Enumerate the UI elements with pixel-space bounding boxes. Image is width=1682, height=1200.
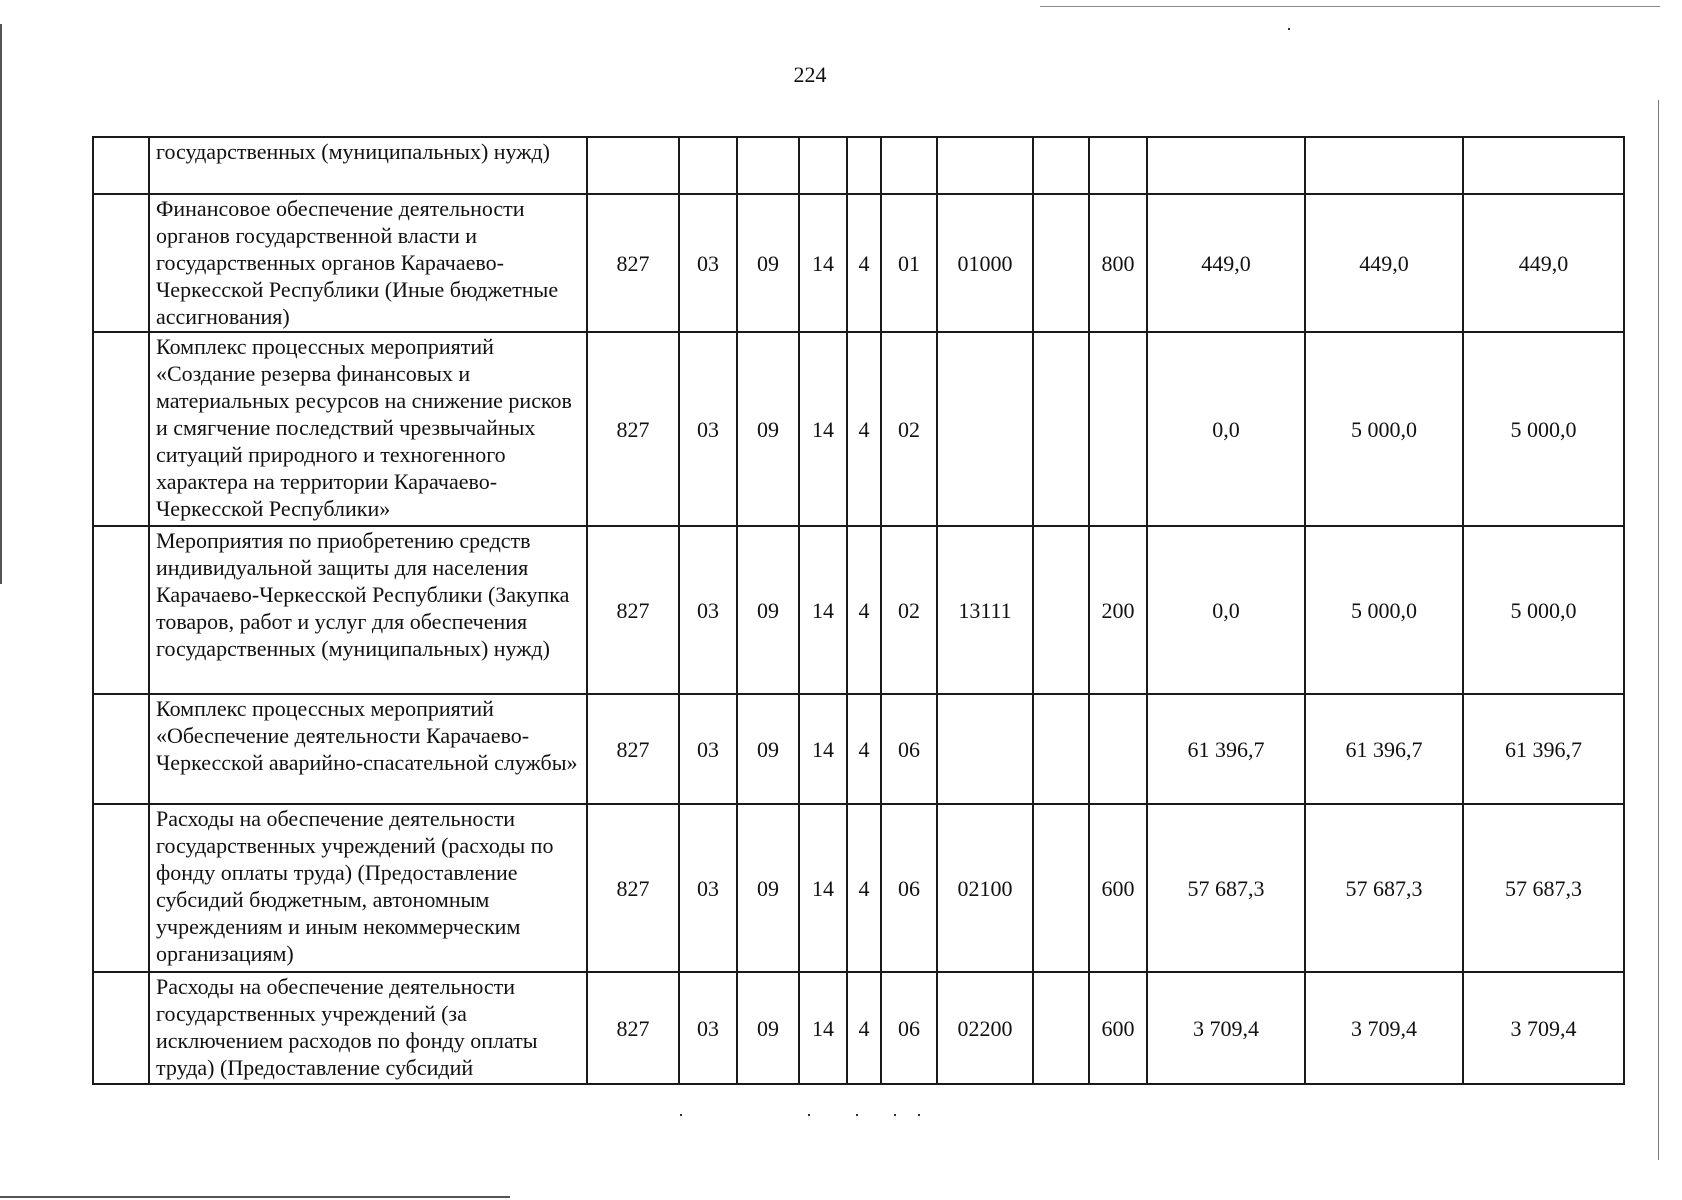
amount-year2-cell: 61 396,7 [1305,694,1463,804]
table-row [93,972,1624,1084]
expense-type-code-cell [1089,694,1147,804]
program-code-cell: 14 [799,694,847,804]
row-number-cell [93,137,149,194]
expense-type-code-cell [1089,332,1147,526]
description-cell: Комплекс процессных мероприятий «Создание резерва финансовых и материальных ресурсов на снижение рисков и смягчение последствий чрезвычайных ситуаций природного и техногенного характера на территории Карачаево-Черкесской Республики» [149,332,587,526]
description-cell: Расходы на обеспечение деятельности государственных учреждений (за исключением расходов по фонду оплаты труда) (Предоставление субсидий [149,972,587,1084]
amount-year2-cell [1305,137,1463,194]
direction-code-cell [937,137,1033,194]
description-cell: Комплекс процессных мероприятий «Обеспечение деятельности Карачаево-Черкесской аварийно-спасательной службы» [149,694,587,804]
amount-year3-cell [1463,137,1624,194]
podrazdel-code-cell: 09 [737,194,799,332]
extra-code-cell [1033,972,1089,1084]
razdel-code-cell: 03 [679,194,737,332]
program-code-cell: 14 [799,526,847,694]
table-row [93,694,1624,804]
amount-year2-cell: 5 000,0 [1305,332,1463,526]
table-row [93,137,1624,194]
type-code-cell: 4 [847,804,881,972]
extra-code-cell [1033,526,1089,694]
description-cell: Мероприятия по приобретению средств индивидуальной защиты для населения Карачаево-Черкесской Республики (Закупка товаров, работ и услуг для обеспечения государственных (муниципальных) нужд) [149,526,587,694]
amount-year1-cell: 0,0 [1147,526,1305,694]
vedomstvo-code-cell: 827 [587,526,679,694]
expense-type-code-cell [1089,137,1147,194]
expense-type-code-cell: 600 [1089,804,1147,972]
podrazdel-code-cell: 09 [737,332,799,526]
type-code-cell: 4 [847,526,881,694]
direction-code-cell [937,694,1033,804]
complex-code-cell: 06 [881,804,937,972]
vedomstvo-code-cell: 827 [587,194,679,332]
type-code-cell [847,137,881,194]
amount-year3-cell: 5 000,0 [1463,526,1624,694]
amount-year3-cell: 449,0 [1463,194,1624,332]
amount-year1-cell: 61 396,7 [1147,694,1305,804]
amount-year3-cell: 61 396,7 [1463,694,1624,804]
direction-code-cell [937,332,1033,526]
vedomstvo-code-cell: 827 [587,694,679,804]
row-number-cell [93,332,149,526]
type-code-cell: 4 [847,194,881,332]
scan-edge-bottom [0,1196,510,1198]
amount-year1-cell: 57 687,3 [1147,804,1305,972]
scan-speck [680,1114,682,1116]
type-code-cell: 4 [847,332,881,526]
razdel-code-cell: 03 [679,804,737,972]
scan-edge-left [0,24,2,584]
expense-type-code-cell: 800 [1089,194,1147,332]
podrazdel-code-cell: 09 [737,972,799,1084]
table-row [93,194,1624,332]
direction-code-cell: 13111 [937,526,1033,694]
vedomstvo-code-cell [587,137,679,194]
amount-year1-cell: 0,0 [1147,332,1305,526]
amount-year1-cell: 3 709,4 [1147,972,1305,1084]
scan-speck [894,1114,896,1116]
extra-code-cell [1033,694,1089,804]
program-code-cell: 14 [799,332,847,526]
vedomstvo-code-cell: 827 [587,972,679,1084]
extra-code-cell [1033,804,1089,972]
program-code-cell: 14 [799,194,847,332]
program-code-cell: 14 [799,972,847,1084]
scan-speck [1288,28,1290,30]
complex-code-cell [881,137,937,194]
podrazdel-code-cell: 09 [737,804,799,972]
amount-year1-cell: 449,0 [1147,194,1305,332]
description-cell: Финансовое обеспечение деятельности органов государственной власти и государственных органов Карачаево-Черкесской Республики (Иные бюджетные ассигнования) [149,194,587,332]
row-number-cell [93,526,149,694]
budget-table [92,136,1625,1085]
scan-edge-right [1658,100,1659,1160]
amount-year3-cell: 5 000,0 [1463,332,1624,526]
expense-type-code-cell: 200 [1089,526,1147,694]
complex-code-cell: 02 [881,526,937,694]
extra-code-cell [1033,137,1089,194]
complex-code-cell: 06 [881,694,937,804]
expense-type-code-cell: 600 [1089,972,1147,1084]
extra-code-cell [1033,194,1089,332]
podrazdel-code-cell: 09 [737,694,799,804]
table-row [93,526,1624,694]
podrazdel-code-cell [737,137,799,194]
podrazdel-code-cell: 09 [737,526,799,694]
direction-code-cell: 01000 [937,194,1033,332]
page-number: 224 [793,62,827,87]
complex-code-cell: 02 [881,332,937,526]
amount-year2-cell: 5 000,0 [1305,526,1463,694]
type-code-cell: 4 [847,694,881,804]
direction-code-cell: 02100 [937,804,1033,972]
amount-year3-cell: 3 709,4 [1463,972,1624,1084]
scan-speck [808,1114,810,1116]
complex-code-cell: 06 [881,972,937,1084]
amount-year1-cell [1147,137,1305,194]
row-number-cell [93,194,149,332]
extra-code-cell [1033,332,1089,526]
table-body [93,137,1624,1084]
direction-code-cell: 02200 [937,972,1033,1084]
razdel-code-cell: 03 [679,332,737,526]
amount-year3-cell: 57 687,3 [1463,804,1624,972]
scan-speck [918,1114,920,1116]
razdel-code-cell: 03 [679,972,737,1084]
type-code-cell: 4 [847,972,881,1084]
amount-year2-cell: 57 687,3 [1305,804,1463,972]
program-code-cell: 14 [799,804,847,972]
row-number-cell [93,694,149,804]
scan-edge-top [1040,6,1660,7]
vedomstvo-code-cell: 827 [587,804,679,972]
vedomstvo-code-cell: 827 [587,332,679,526]
description-cell: государственных (муниципальных) нужд) [149,137,587,194]
program-code-cell [799,137,847,194]
amount-year2-cell: 3 709,4 [1305,972,1463,1084]
row-number-cell [93,804,149,972]
complex-code-cell: 01 [881,194,937,332]
amount-year2-cell: 449,0 [1305,194,1463,332]
razdel-code-cell: 03 [679,526,737,694]
razdel-code-cell [679,137,737,194]
description-cell: Расходы на обеспечение деятельности государственных учреждений (расходы по фонду оплаты труда) (Предоставление субсидий бюджетным, автономным учреждениям и иным некоммерческим организациям) [149,804,587,972]
scan-speck [856,1114,858,1116]
row-number-cell [93,972,149,1084]
razdel-code-cell: 03 [679,694,737,804]
table-row [93,804,1624,972]
table-row [93,332,1624,526]
